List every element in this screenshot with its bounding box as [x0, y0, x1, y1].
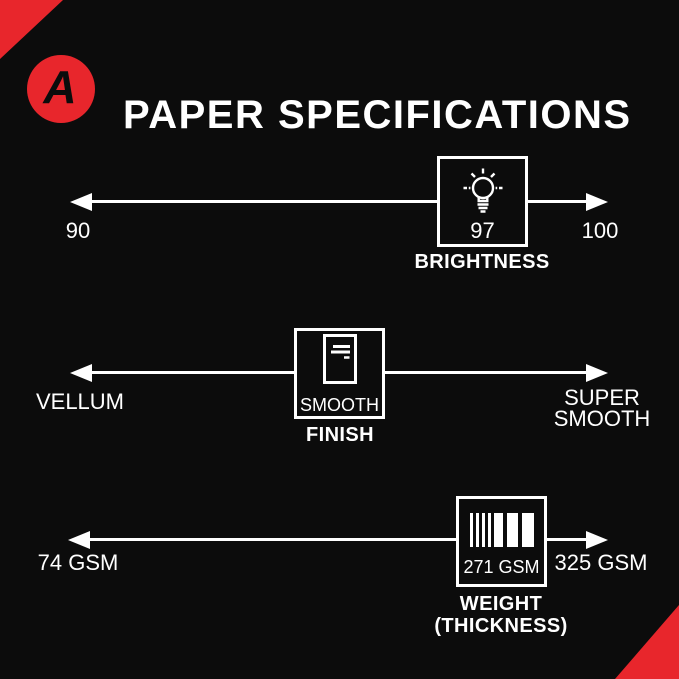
scale-line [528, 200, 588, 203]
weight-caption-line1: WEIGHT [459, 593, 543, 615]
corner-accent-bottom-right [615, 605, 679, 679]
finish-min-label: VELLUM [35, 389, 125, 414]
brightness-value-box [437, 156, 528, 247]
weight-caption [411, 593, 591, 637]
scale-line [385, 371, 588, 374]
right-arrowhead-icon [586, 193, 608, 211]
lightbulb-icon [460, 164, 506, 219]
scale-line [88, 371, 294, 374]
finish-value: SMOOTH [300, 395, 379, 415]
finish-max-line2: SMOOTH [553, 406, 651, 431]
weight-caption-line2: (THICKNESS) [434, 615, 568, 637]
finish-max-line1: SUPER [564, 385, 640, 410]
finish-value-box [294, 328, 385, 419]
brightness-caption: BRIGHTNESS [414, 251, 550, 273]
paper-sheet-icon [323, 334, 357, 384]
weight-value: 271 GSM [463, 557, 540, 577]
brightness-max-label: 100 [581, 218, 619, 243]
weight-max-label: 325 GSM [554, 550, 648, 575]
brightness-value: 97 [470, 218, 495, 243]
corner-accent-top-left [0, 0, 63, 59]
weight-min-label: 74 GSM [37, 550, 119, 575]
right-arrowhead-icon [586, 531, 608, 549]
scale-line [88, 200, 437, 203]
brightness-min-label: 90 [65, 218, 91, 243]
barcode-icon [470, 513, 534, 547]
page-title: PAPER SPECIFICATIONS [123, 92, 632, 137]
finish-caption: FINISH [306, 424, 374, 446]
brand-logo-letter: A [43, 61, 77, 113]
weight-value-box [456, 496, 547, 587]
brand-logo [27, 55, 95, 123]
scale-line [547, 538, 588, 541]
scale-line [86, 538, 456, 541]
right-arrowhead-icon [586, 364, 608, 382]
finish-max-label [550, 387, 654, 429]
